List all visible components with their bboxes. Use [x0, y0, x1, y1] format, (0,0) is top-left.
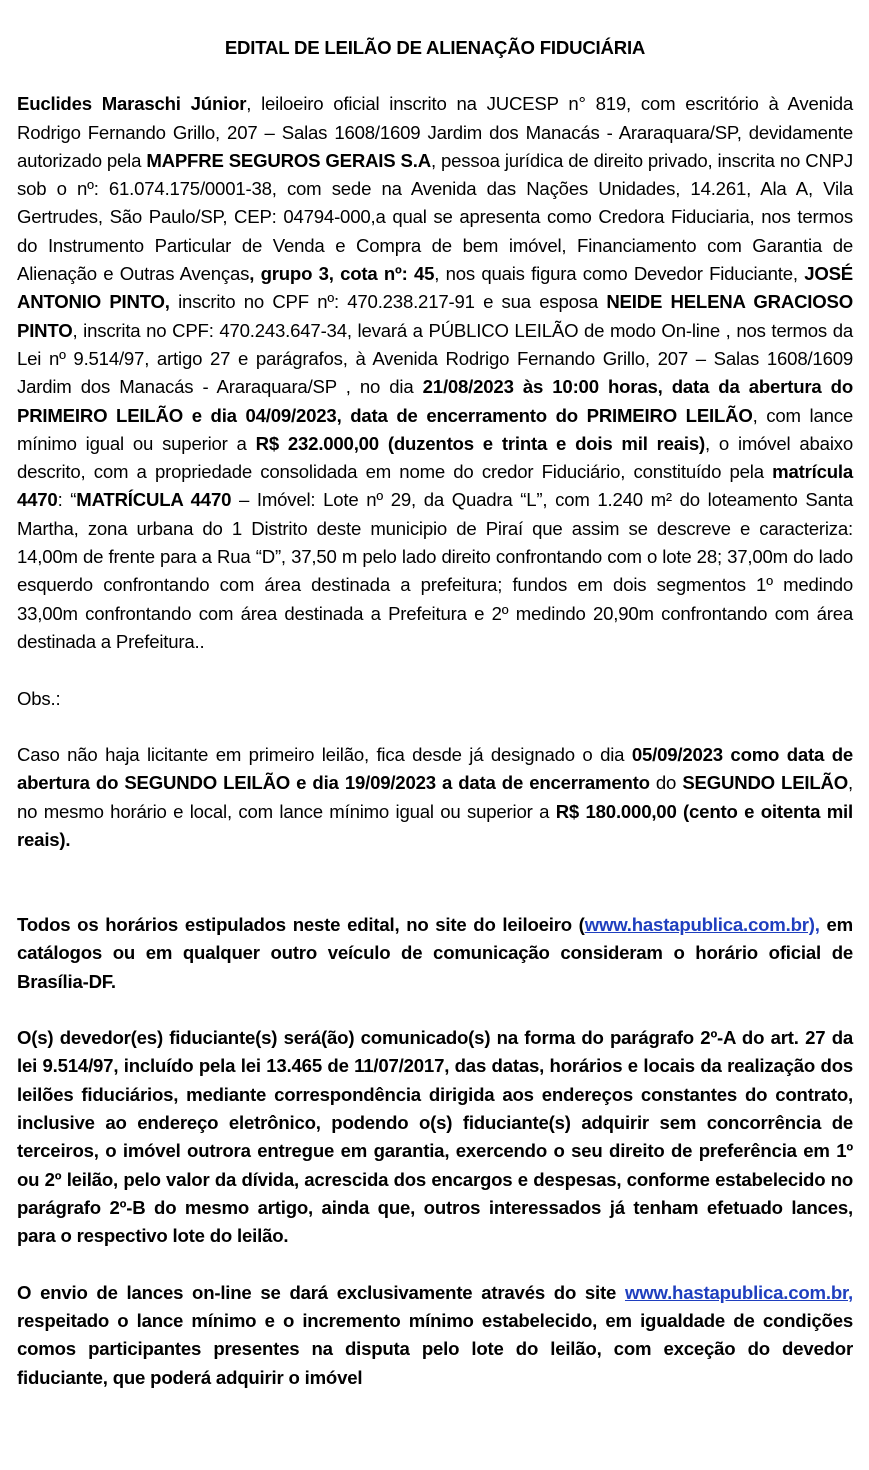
registration-number: matrícula 4470: [17, 461, 853, 511]
obs-label: Obs.:: [17, 687, 61, 709]
spouse-name: NEIDE HELENA GRACIOSO PINTO: [17, 291, 853, 341]
paragraph-second-auction: Caso não haja licitante em primeiro leilão, fica desde já designado o dia 05/09/2023 como data de abertura do SEGUNDO LEILÃO e dia 19/09/2023 a data de encerramento do SEGUNDO LEILÃO, no mesmo horário e local, com lance mínimo igual ou superior a R$ 180.000,00 (cento e oitenta mil reais).: [17, 744, 854, 851]
paragraph-online-bids: O envio de lances on-line se dará exclusivamente através do site www.hastapublica.com.br, respeitado o lance mínimo e o incremento mínimo estabelecido, em igualdade de condições comos participantes presentes na disputa pelo lote do leilão, com exceção do devedor fiduciante, que poderá adquirir o imóvel: [17, 1281, 853, 1388]
property-description: – Imóvel: Lote nº 29, da Quadra “L”, com 1.240 m² do loteamento Santa Martha, zona urbana do 1 Distrito deste municipio de Piraí que assim se descreve e caracteriza: 14,00m de frente para a Rua “D”, 37,50 m pelo lado direito confrontando com o lote 28; 37,00m do lado esquerdo confrontando com área destinada a prefeitura; fundos em dois segmentos 1º medindo 33,00m confrontando com área destinada a Prefeitura e 2º medindo 20,90m confrontando com área destinada a Prefeitura..: [17, 489, 853, 652]
auction-site-link[interactable]: www.hastapublica.com.br),: [584, 913, 820, 935]
paragraph-auction-intro: Euclides Maraschi Júnior, leiloeiro oficial inscrito na JUCESP n° 819, com escritório à Avenida Rodrigo Fernando Grillo, 207 – Salas 1608/1609 Jardim dos Manacás - Araraquara/SP, devidamente autorizado pela MAPFRE SEGUROS GERAIS S.A, pessoa jurídica de direito privado, inscrita no CNPJ sob o nº: 61.074.175/0001-38, com sede na Avenida das Nações Unidades, 14.261, Ala A, Vila Gertrudes, São Paulo/SP, CEP: 04794-000,a qual se apresenta como Credora Fiduciaria, nos termos do Instrumento Particular de Venda e Compra de bem imóvel, Financiamento com Garantia de Alienação e Outras Avenças, grupo 3, cota nº: 45, nos quais figura como Devedor Fiduciante, JOSÉ ANTONIO PINTO, inscrito no CPF nº: 470.238.217-91 e sua esposa NEIDE HELENA GRACIOSO PINTO, inscrita no CPF: 470.243.647-34, levará a PÚBLICO LEILÃO de modo On-line , nos termos da Lei nº 9.514/97, artigo 27 e parágrafos, à Avenida Rodrigo Fernando Grillo, 207 – Salas 1608/1609 Jardim dos Manacás - Araraquara/SP , no dia 21/08/2023 às 10:00 horas, data da abertura do PRIMEIRO LEILÃO e dia 04/09/2023, data de encerramento do PRIMEIRO LEILÃO, com lance mínimo igual ou superior a R$ 232.000,00 (duzentos e trinta e dois mil reais), o imóvel abaixo descrito, com a propriedade consolidada em nome do credor Fiduciário, constituído pela matrícula 4470: “MATRÍCULA 4470 – Imóvel: Lote nº 29, da Quadra “L”, com 1.240 m² do loteamento Santa Martha, zona urbana do 1 Distrito deste municipio de Piraí que assim se descreve e caracteriza: 14,00m de frente para a Rua “D”, 37,50 m pelo lado direito confrontando com o lote 28; 37,00m do lado esquerdo confrontando com área destinada a prefeitura; fundos em dois segmentos 1º medindo 33,00m confrontando com área destinada a Prefeitura e 2º medindo 20,90m confrontando com área destinada a Prefeitura..: [17, 93, 854, 652]
spacer: [17, 854, 853, 911]
group-quota: , grupo 3, cota nº: 45: [249, 263, 435, 285]
auctioneer-name: Euclides Maraschi Júnior: [17, 93, 247, 115]
first-auction-minimum-bid: R$ 232.000,00 (duzentos e trinta e dois mil reais): [255, 432, 706, 454]
spacer: [17, 713, 853, 741]
online-bids-site-link[interactable]: www.hastapublica.com.br,: [624, 1281, 853, 1303]
second-auction-minimum-bid: R$ 180.000,00 (cento e oitenta mil reais).: [17, 800, 853, 851]
first-auction-dates: 21/08/2023 às 10:00 horas, data da abertura do PRIMEIRO LEILÃO e dia 04/09/2023, data de encerramento do PRIMEIRO LEILÃO: [17, 376, 854, 426]
document-title: EDITAL DE LEILÃO DE ALIENAÇÃO FIDUCIÁRIA: [224, 37, 646, 58]
paragraph-debtor-notice: O(s) devedor(es) fiduciante(s) será(ão) comunicado(s) na forma do parágrafo 2º-A do art. 27 da lei 9.514/97, incluído pela lei 13.465 de 11/07/2017, das datas, horários e locais da realização dos leilões fiduciários, mediante correspondência dirigida aos endereços constantes do contrato, inclusive ao endereço eletrônico, podendo o(s) fiduciante(s) adquirir sem concorrência de terceiros, o imóvel outrora entregue em garantia, exercendo o seu direito de preferência em 1º ou 2º leilão, pelo valor da dívida, acrescida dos encargos e despesas, conforme estabelecido no parágrafo 2º-B do mesmo artigo, ainda que, outros interessados já tenham efetuado lances, para o respectivo lote do leilão.: [17, 1027, 853, 1247]
spacer: [17, 1250, 853, 1278]
second-auction-label: SEGUNDO LEILÃO: [682, 772, 849, 794]
paragraph-schedule-timezone: Todos os horários estipulados neste edital, no site do leiloeiro (www.hastapublica.com.br), em catálogos ou em qualquer outro veículo de comunicação consideram o horário oficial de Brasília-DF.: [17, 913, 853, 992]
debtor-name: JOSÉ ANTONIO PINTO,: [17, 263, 853, 313]
second-auction-dates: 05/09/2023 como data de abertura do SEGUNDO LEILÃO e dia 19/09/2023 a data de encerramento: [17, 744, 853, 794]
creditor-name: MAPFRE SEGUROS GERAIS S.A: [146, 149, 431, 171]
document-page: [17, 34, 853, 1392]
registration-heading: MATRÍCULA 4470: [76, 489, 232, 511]
spacer: [17, 656, 853, 684]
spacer: [17, 996, 853, 1024]
